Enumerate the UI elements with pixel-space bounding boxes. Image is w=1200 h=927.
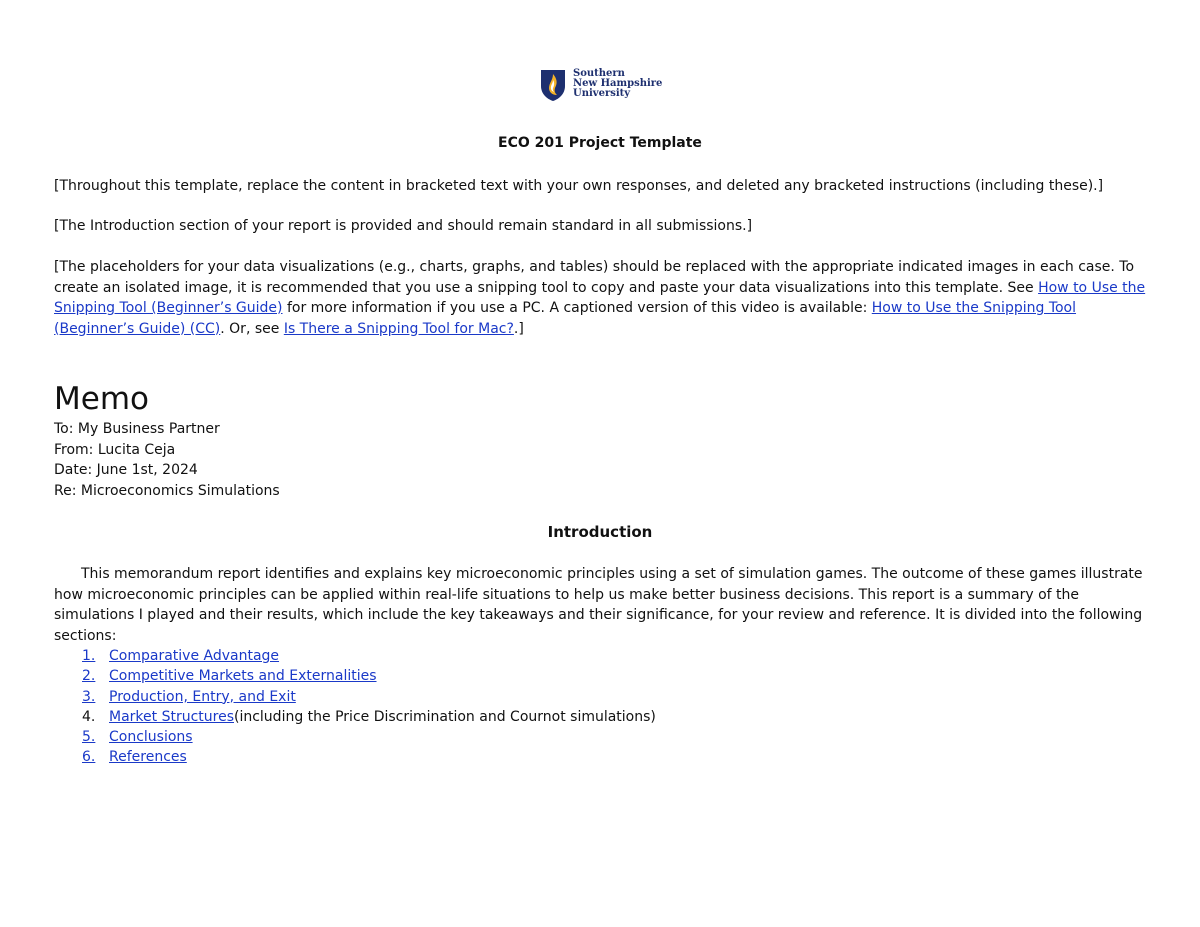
document-title: ECO 201 Project Template (498, 135, 702, 151)
snipping-tool-guide-link[interactable]: How to Use the Snipping Tool (Beginner’s Guide) (54, 279, 1146, 316)
snipping-tool-captioned-link[interactable]: How to Use the Snipping Tool (Beginner’s Guide) (CC) (54, 300, 1077, 337)
comparative-advantage-link[interactable]: Comparative Advantage (109, 648, 280, 664)
toc-item-3 (82, 687, 702, 707)
toc-number: 1. (82, 648, 96, 664)
instruction-paragraph-2: [The Introduction section of your report is provided and should remain standard in all submissions.] (54, 218, 753, 234)
market-structures-note: (including the Price Discrimination and Cournot simulations) (234, 708, 656, 725)
toc-item-2 (82, 666, 702, 686)
instruction-paragraph-1: [Throughout this template, replace the content in bracketed text with your own responses, and deleted any bracketed instructions (including these).] (54, 178, 1104, 194)
memo-heading: Memo (54, 381, 149, 417)
competitive-markets-link[interactable]: Competitive Markets and Externalities (109, 668, 377, 685)
toc-number: 4. (82, 708, 96, 725)
instruction-paragraph-3-part-2: for more information if you use a PC. A captioned version of this video is available: (282, 300, 872, 316)
toc-number: 6. (82, 749, 96, 766)
introduction-heading: Introduction (547, 523, 653, 541)
toc-number: 2. (82, 668, 96, 685)
memo-subject: Re: Microeconomics Simulations (54, 482, 280, 499)
memo-date: Date: June 1st, 2024 (54, 462, 198, 478)
toc-item-6 (82, 747, 702, 767)
sections-list (82, 646, 702, 768)
instruction-paragraph-3-part-4: .] (513, 320, 524, 337)
conclusions-link[interactable]: Conclusions (109, 729, 193, 746)
logo-text (573, 69, 662, 99)
memo-header-fields (54, 419, 754, 501)
logo-line-1: Southern (573, 68, 625, 79)
introduction-paragraph (54, 564, 1146, 646)
references-link[interactable]: References (109, 749, 187, 766)
toc-item-5 (82, 727, 702, 747)
mac-snipping-tool-link[interactable]: Is There a Snipping Tool for Mac? (283, 320, 514, 337)
logo-line-2: New Hampshire (573, 78, 663, 89)
memo-from: From: Lucita Ceja (54, 441, 176, 458)
market-structures-link[interactable]: Market Structures (109, 708, 234, 725)
university-logo (539, 68, 679, 106)
memo-to: To: My Business Partner (54, 421, 220, 437)
instruction-paragraph-3 (54, 257, 1146, 339)
instruction-paragraph-3-part-1: [The placeholders for your data visualizations (e.g., charts, graphs, and tables) should be replaced with the appropriate indicated images in each case. To create an isolated image, it is recommended that you use a snipping tool to copy and paste your data visualizations into this template. See (54, 259, 1135, 296)
instruction-paragraph-3-part-3: . Or, see (220, 320, 284, 337)
logo-line-3: University (573, 88, 631, 99)
production-entry-exit-link[interactable]: Production, Entry, and Exit (109, 688, 296, 705)
toc-number: 5. (82, 729, 96, 746)
flame-shield-icon (539, 68, 567, 102)
toc-item-1 (82, 646, 702, 666)
toc-number: 3. (82, 688, 96, 705)
toc-item-4 (82, 707, 702, 727)
introduction-body: This memorandum report identifies and explains key microeconomic principles using a set of simulation games. The outcome of these games illustrate how microeconomic principles can be applied within real-life situations to help us make better business decisions. This report is a summary of the simulations I played and their results, which include the key takeaways and their significance, for your review and reference. It is divided into the following sections: (54, 566, 1143, 644)
